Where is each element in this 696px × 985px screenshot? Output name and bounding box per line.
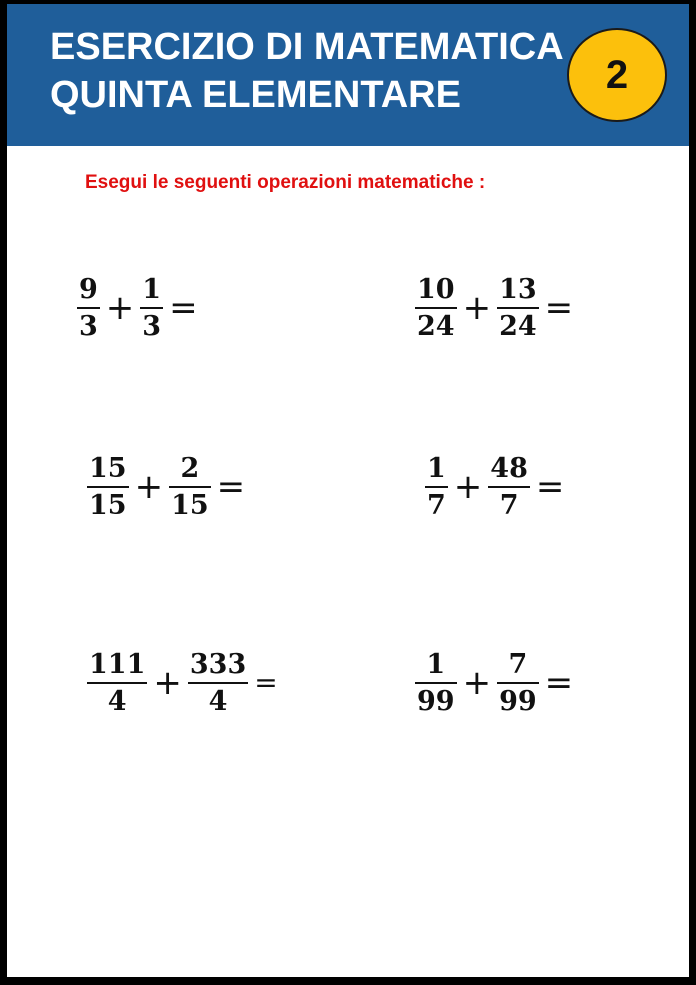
denominator: 24 [417,311,455,342]
numerator: 2 [180,453,200,484]
exercise-6 [415,651,573,715]
instruction-text: Esegui le seguenti operazioni matematiche : [85,172,486,193]
fraction-a [415,651,457,715]
equals-sign: = [169,288,198,328]
denominator: 4 [208,686,228,717]
denominator: 3 [79,311,98,342]
exercise-3 [87,455,245,519]
numerator: 111 [89,649,146,680]
numerator: 1 [426,649,446,680]
fraction-a [77,276,100,340]
denominator: 99 [417,686,455,717]
fraction-b [188,651,248,715]
fraction-a [87,455,129,519]
header-banner [7,4,689,146]
numerator: 10 [417,274,455,305]
equals-sign: = [216,467,246,507]
denominator: 15 [89,490,127,521]
plus-sign: + [453,467,483,507]
denominator: 4 [107,686,127,717]
numerator: 13 [499,274,537,305]
fraction-b [497,276,539,340]
plus-sign: + [153,663,182,703]
plus-sign: + [134,467,164,507]
exercise-5 [87,651,278,715]
equals-sign: = [535,467,565,507]
numerator: 333 [189,649,247,680]
denominator: 7 [499,490,519,521]
denominator: 7 [427,490,446,521]
fraction-b [169,455,211,519]
plus-sign: + [462,288,492,328]
plus-sign: + [462,663,492,703]
denominator: 99 [499,686,537,717]
denominator: 15 [171,490,209,521]
fraction-a [425,455,448,519]
exercise-1 [77,276,198,340]
plus-sign: + [105,288,135,328]
equals-sign: = [544,288,574,328]
fraction-a [415,276,457,340]
equals-sign: = [544,663,574,703]
fraction-a [87,651,147,715]
fraction-b [140,276,163,340]
title-line-1: ESERCIZIO DI MATEMATICA [50,26,564,68]
numerator: 7 [508,649,528,680]
numerator: 1 [427,453,446,484]
exercise-4 [425,455,564,519]
worksheet-number-badge: 2 [567,28,667,122]
numerator: 1 [142,274,162,305]
denominator: 3 [142,311,162,342]
title-line-2: QUINTA ELEMENTARE [50,74,461,116]
exercise-2 [415,276,573,340]
equals-sign: = [254,666,278,699]
numerator: 15 [89,453,127,484]
fraction-b [497,651,539,715]
numerator: 9 [79,274,98,305]
denominator: 24 [499,311,537,342]
fraction-b [488,455,530,519]
numerator: 48 [490,453,528,484]
